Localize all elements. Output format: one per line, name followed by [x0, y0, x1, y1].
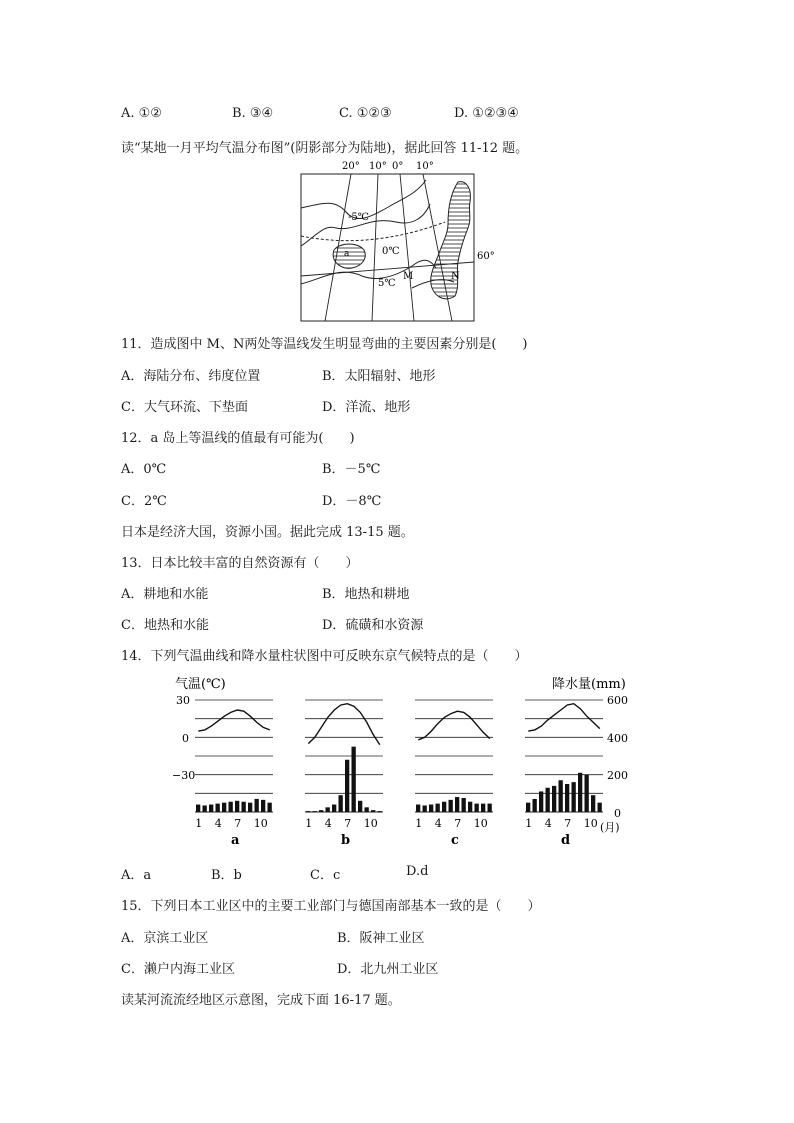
temp-curve-a [198, 710, 269, 731]
temp-tick-minus30: −30 [172, 769, 196, 782]
precip-bar-d-3 [539, 791, 543, 812]
precip-bar-a-2 [203, 805, 207, 812]
precip-bar-c-2 [423, 805, 427, 812]
q12-option-b: B．－5℃ [322, 462, 381, 477]
precip-bar-a-5 [222, 803, 226, 812]
precip-bar-c-4 [436, 804, 440, 812]
temperature-map [300, 158, 500, 323]
month-tick-c-4: 4 [434, 817, 442, 830]
month-tick-a-10: 10 [253, 817, 268, 830]
precip-bar-a-9 [248, 803, 252, 812]
precip-bar-d-9 [578, 773, 582, 812]
q15-option-a: A．京滨工业区 [121, 931, 209, 946]
label-n: N [451, 271, 460, 282]
precip-bar-d-2 [533, 799, 537, 812]
q15-option-b: B．阪神工业区 [337, 931, 425, 946]
q13-option-a: A．耕地和水能 [121, 587, 209, 602]
q11-stem: 11．造成图中 M、N两处等温线发生明显弯曲的主要因素分别是( ) [121, 337, 528, 352]
label-a: a [344, 249, 350, 259]
lon-label-10e: 10° [416, 161, 434, 172]
q12-option-d: D．－8℃ [322, 494, 382, 509]
temp-tick-30: 30 [176, 694, 190, 707]
precip-bar-c-5 [442, 802, 446, 812]
precip-bar-a-7 [235, 801, 239, 812]
precip-bar-c-9 [468, 802, 472, 812]
precip-bar-d-12 [598, 803, 602, 812]
month-tick-a-7: 7 [234, 817, 242, 830]
climate-charts [170, 672, 640, 850]
precip-bar-d-11 [591, 795, 595, 812]
precip-tick-0: 0 [614, 807, 621, 820]
q13-option-d: D．硫磺和水资源 [322, 618, 424, 633]
q12-stem: 12．a 岛上等温线的值最有可能为( ) [121, 431, 355, 446]
month-tick-d-10: 10 [583, 817, 598, 830]
precip-bar-c-11 [481, 804, 485, 812]
temp-curve-c [418, 711, 490, 740]
precip-bar-b-4 [326, 807, 330, 812]
q11-option-a: A．海陆分布、纬度位置 [121, 369, 261, 384]
q13-stem: 13．日本比较丰富的自然资源有（ ） [121, 556, 359, 571]
temp-curve-b [308, 704, 380, 745]
q15-option-c: C．濑户内海工业区 [121, 962, 235, 977]
precip-tick-200: 200 [607, 769, 628, 782]
label-m: M [403, 271, 414, 282]
precip-bar-a-8 [242, 802, 246, 812]
panel-label-d: d [561, 833, 571, 848]
q15-stem: 15．下列日本工业区中的主要工业部门与德国南部基本一致的是（ ） [121, 899, 541, 914]
lat-label-60: 60° [477, 251, 495, 262]
precip-bar-d-6 [559, 780, 563, 812]
q14-option-c: C．c [310, 868, 341, 883]
q10-option-a: A. ①② [121, 106, 162, 121]
month-tick-b-7: 7 [344, 817, 352, 830]
precip-bar-b-8 [352, 747, 356, 812]
label-minus5: -5℃ [348, 212, 369, 223]
intro-16-17: 读某河流流经地区示意图，完成下面 16-17 题。 [121, 993, 401, 1008]
q10-option-c: C. ①②③ [339, 106, 392, 121]
temp-tick-0: 0 [182, 732, 189, 745]
lon-label-0: 0° [392, 161, 404, 172]
q15-option-d: D．北九州工业区 [337, 962, 439, 977]
precip-bar-d-8 [572, 782, 576, 812]
precip-bar-d-5 [552, 786, 556, 812]
precip-bar-a-6 [229, 802, 233, 812]
right-axis-title: 降水量(mm) [552, 677, 626, 692]
precip-bar-c-10 [475, 804, 479, 812]
month-tick-c-1: 1 [415, 817, 423, 830]
precip-bar-b-3 [319, 810, 323, 812]
precip-bar-a-10 [255, 799, 259, 812]
label-0: 0℃ [382, 246, 400, 257]
q11-option-d: D．洋流、地形 [322, 400, 411, 415]
q14-stem: 14．下列气温曲线和降水量柱状图中可反映东京气候特点的是（ ） [121, 649, 528, 664]
month-unit: (月) [600, 821, 620, 834]
precip-bar-b-12 [378, 811, 382, 812]
month-tick-c-10: 10 [473, 817, 488, 830]
precip-bar-c-7 [455, 797, 459, 812]
q14-option-d: D.d [406, 864, 429, 879]
month-tick-d-4: 4 [544, 817, 552, 830]
precip-bar-c-6 [449, 800, 453, 812]
q10-option-d: D. ①②③④ [454, 106, 519, 121]
precip-bar-b-2 [313, 811, 317, 812]
precip-bar-d-1 [526, 803, 530, 812]
precip-bar-b-7 [345, 760, 349, 812]
precip-bar-c-8 [462, 798, 466, 812]
precip-bar-a-4 [216, 804, 220, 812]
precip-bar-a-12 [268, 803, 272, 812]
q14-option-b: B．b [211, 868, 242, 883]
precip-bar-b-11 [371, 810, 375, 812]
q11-option-c: C．大气环流、下垫面 [121, 400, 248, 415]
precip-bar-c-3 [429, 805, 433, 812]
month-tick-c-7: 7 [454, 817, 462, 830]
precip-bar-d-4 [546, 788, 550, 812]
month-tick-b-1: 1 [305, 817, 313, 830]
lon-label-20: 20° [342, 161, 360, 172]
q14-option-a: A．a [121, 868, 152, 883]
lon-label-10w: 10° [369, 161, 387, 172]
panel-label-a: a [231, 833, 240, 848]
precip-bar-d-10 [585, 775, 589, 812]
precip-bar-b-9 [358, 801, 362, 812]
month-tick-d-7: 7 [564, 817, 572, 830]
q11-option-b: B．太阳辐射、地形 [322, 369, 436, 384]
precip-bar-d-7 [565, 784, 569, 812]
precip-bar-c-12 [488, 804, 492, 812]
precip-bar-b-5 [332, 805, 336, 812]
temp-curve-d [528, 704, 600, 731]
intro-11-12: 读“某地一月平均气温分布图”(阴影部分为陆地)，据此回答 11-12 题。 [121, 141, 529, 156]
precip-bar-a-11 [261, 800, 265, 812]
intro-13-15: 日本是经济大国，资源小国。据此完成 13-15 题。 [121, 525, 414, 540]
month-tick-a-4: 4 [214, 817, 222, 830]
q12-option-a: A．0℃ [121, 462, 167, 477]
month-tick-d-1: 1 [525, 817, 533, 830]
q10-option-b: B. ③④ [232, 106, 274, 121]
precip-bar-b-6 [339, 795, 343, 812]
precip-bar-c-1 [416, 805, 420, 812]
precip-tick-400: 400 [607, 732, 628, 745]
label-5: 5℃ [378, 278, 396, 289]
left-axis-title: 气温(℃) [175, 677, 226, 692]
q13-option-c: C．地热和水能 [121, 618, 209, 633]
precip-bar-b-10 [365, 807, 369, 812]
precip-bar-a-3 [209, 805, 213, 812]
q12-option-c: C．2℃ [121, 494, 167, 509]
precip-bar-a-1 [196, 805, 200, 812]
month-tick-b-10: 10 [363, 817, 378, 830]
q13-option-b: B．地热和耕地 [322, 587, 410, 602]
precip-tick-600: 600 [607, 694, 628, 707]
month-tick-a-1: 1 [195, 817, 203, 830]
precip-bar-b-1 [306, 811, 310, 812]
panel-label-c: c [451, 833, 459, 848]
month-tick-b-4: 4 [324, 817, 332, 830]
panel-label-b: b [341, 833, 351, 848]
